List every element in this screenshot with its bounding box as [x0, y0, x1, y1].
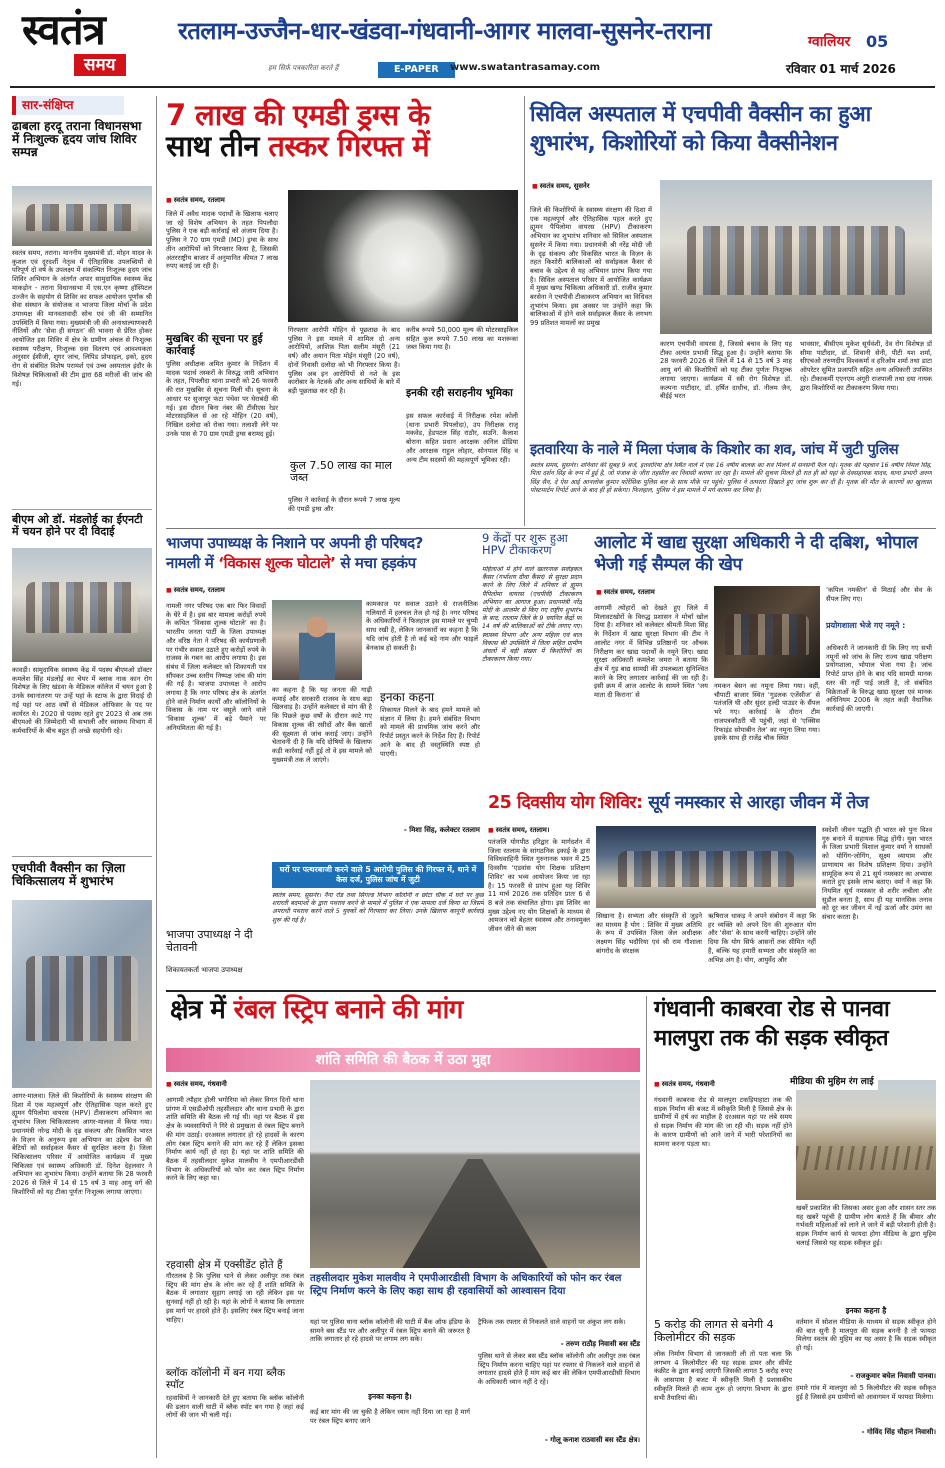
yoga-byline-text: ■ स्वतंत्र समय, रतलाम। [488, 826, 549, 834]
bjp-col2b: का कहना है कि यह जनता की गाढ़ी कमाई और सरकारी राजस्व के साथ बड़ा खिलवाड़ है। उन्होंने कलेक्टर से मांग की है कि पिछले कुछ वर्षों के दौरान काटे गए विकास शुल्क की रसीदों और बैंक खातों की सूक्ष्मता से जांच कराई जाए। उन्होंने चेतावनी दी है कि यदि दोषियों के खिलाफ कड़ी कार्रवाई नहीं हुई तो वे इस मामले को मुख्यमंत्री तक ले जाएंगे। [272, 686, 372, 764]
bjp-quote-sign: - मिशा सिंह, कलेक्टर रतलाम [403, 826, 480, 834]
gandhwani-sign-2: - राजकुमार बघेल निवासी पानवा। [850, 1372, 936, 1380]
alot-headline: आलोट में खाद्य सुरक्षा अधिकारी ने दी दबिश, भोपाल भेजी गई सैम्पल की खेप [594, 533, 918, 576]
sidebar-section-label: सार-संक्षिप्त [12, 96, 124, 115]
drugs-subhead-3: इनकी रही सराहनीय भूमिका [406, 387, 513, 399]
drugs-photo [288, 190, 518, 322]
drugs-col3: करीब रूपये 50,000 मूल्य की मोटरसाइकिल सहित कुल रूपये 7.50 लाख का मशरूका जब्त किया गया है। [406, 326, 518, 352]
rumble-divider [646, 996, 647, 1458]
bjp-col2: कामकाज पर सवाल उठाने से राजनीतिक गलियारों में हलचल तेज हो गई है। नगर परिषद के अधिकारियों ने फिलहाल इस मामले पर चुप्पी साध रखी है, लेकिन जानकारों का कहना है कि यदि जांच होती है तो कई बड़े नाम और फाइलें बेनकाब हो सकती है। [366, 600, 478, 652]
sidebar-body-2: कावड़ी। सामुदायिक स्वास्थ्य केंद्र में पदस्थ बीएमओ डॉक्टर कमलेश सिंह मंडलोई का चेयर में ब्लाक नाक कान रोग विशेषज्ञ के लिए खंडवा के मेडिकल कॉलेज में चयन हुआ है उनके स्थानांतरण पर उन्हें यहां के स्टाफ के द्वारा विदाई दी गई यहां पर आठ वर्षों से मेडिकल ऑफिसर के पद पर कार्यरत थे। 2020 से पदस्थ रहते हुए 2023 से अब तक बीएमओ की जिम्मेदारी भी सभाली और स्वास्थ्य विभाग में कर्मचारियों के बीच बहुत ही अच्छे सहयोगी रहे। [12, 666, 152, 735]
drugs-byline [166, 196, 286, 205]
logo-top-text: स्वतंत्र [22, 5, 105, 54]
itwariya-bottom-rule [166, 528, 936, 529]
hpv-susner-col2: कारण एचपीवी वायरस है, जिससे बचाव के लिए यह टीका अत्यंत प्रभावी सिद्ध हुआ है। उन्होंने बताया कि 28 फरवरी 2026 से जिले में 14 से 15 वर्ष 3 माह आयु वर्ग की किशोरियों को यह टीका पूर्णतः निःशुल्क लगाया जाएगा। कार्यक्रम में स्त्री रोग विशेषज्ञ डॉ. कल्पना पाटीदार, डॉ. हर्षित दाधीच, डॉ. नीलम जैन, बीईई भरत [660, 340, 792, 401]
alot-photo [714, 586, 820, 678]
rumble-subhead-1: रहवासी क्षेत्र में एक्सीडेंट होते हैं [166, 1259, 283, 1271]
hpv-susner-byline [532, 182, 589, 191]
itwariya-headline: इतवारिया के नाले में मिला पंजाब के किशोर का शव, जांच में जुटी पुलिस [530, 441, 899, 458]
masthead-rule [10, 86, 935, 88]
rumble-col2b: कई बार मांग की जा चुकी है लेकिन ध्यान नहीं दिया जा रहा है मार्ग पर रंबल स्ट्रिप बनाए जाने [310, 1408, 470, 1425]
hpv-centers-headline: 9 केंद्रों पर शुरू हुआ HPV टीकाकरण [482, 531, 568, 558]
rumble-photo-caption: तहसीलदार मुकेश मालवीय ने एमपीआरडीसी विभाग के अधिकारियों को फोन कर रंबल स्ट्रिप निर्माण करने के लिए कहा साथ ही रहवासियों को आश्वासन दिया [310, 1273, 622, 1297]
bjp-headline-part2c: से मचा हड़कंप [340, 553, 416, 572]
alot-col3: ‘कपिल नमकीन’ से मिठाई और सेव के सैंपल लिए गए। [826, 586, 932, 603]
gandhwani-col1: गंधवानी काबरवा रोड से मालपुरा टकड़ियाहाटा तक की सड़क निर्माण की बजट में स्वीकृति मिली है जिससे क्षेत्र के ग्रामीणों में हर्ष का माहौल है दरअसल यहां पर लंबे समय से सड़क निर्माण की मांग की जा रही थी। सड़क नहीं होने के कारण ग्रामीणों को आने जाने में भारी परेशानियों का सामना करना पड़ता था। [654, 1096, 792, 1148]
hpv-susner-byline-text: ■ स्वतंत्र समय, सुसनेर [532, 182, 589, 190]
yoga-headline [488, 794, 932, 813]
alot-col3b: अधिकारी ने जानकारी दी कि लिए गए सभी नमूनों को जांच के लिए राज्य खाद्य परीक्षण प्रयोगशाला, भोपाल भेजा गया है। जांच रिपोर्ट प्राप्त होने के बाद यदि सामग्री मानक स्तर की नहीं पाई जाती है, तो संबंधित विक्रेताओं के विरुद्ध खाद्य सुरक्षा एवं मानक अधिनियम 2006 के तहत कड़ी वैधानिक कार्रवाई की जाएगी। [826, 644, 932, 713]
gandhwani-col2d: हमारे गांव में मालपुरा को 5 किलोमीटर की सड़क स्वीकृत हुई है जिससे हम ग्रामीणों को आवागमन में फायदा मिलेगा। [796, 1384, 936, 1401]
yoga-headline-part2: सूर्य नमस्कार से आरहा जीवन में तेज [648, 793, 869, 813]
rumble-subhead-bar: शांति समिति की बैठक में उठा मुद्दा [166, 1048, 640, 1072]
rumble-col3b: पुलिस थाने से लेकर बस स्टैंड ब्लॉक कॉलोनी और अलीपुर तक रंबल स्ट्रिप निर्माण करना चाहिए यहां पर रफ्तार से निकलने वाले वाहनों से लगातार हादसे होते हैं मांग कई बार की लेकिन एमपीआरडीसी विभाग के अधिकारी ध्यान नहीं दे रहे। [478, 1352, 640, 1387]
sidebar-photo-3 [12, 900, 152, 1088]
drugs-headline-line1: 7 लाख की एमडी ड्रग्स के [166, 98, 430, 132]
rumble-headline-part2: रंबल स्ट्रिप बनाने की मांग [233, 995, 463, 1025]
drugs-headline-part2b: तस्कर गिरफ्त में [268, 129, 430, 164]
page-number: 05 [866, 32, 889, 51]
rumble-photo [310, 1080, 640, 1268]
tagline: हम सिर्फ़ पत्रकारिता करते हैं [268, 64, 339, 72]
yoga-col3: ऋषिराज धाकड़ ने अपने संबोधन में कहा कि हर व्यक्ति को अपने दिन की शुरुआत योग और ‘सेवा’ के साथ करनी चाहिए। उन्होंने जोर दिया कि योग सिर्फ आसनों तक सीमित नहीं है, बल्कि यह हमारी सभ्यता और संस्कृति का अभिन्न अंग है। योग, आयुर्वेद और [708, 912, 816, 964]
sidebar-headline-2: बीएम ओ डॉ. मंडलोई का ईएनटी में चयन होने पर दी विदाई [12, 513, 143, 538]
yoga-col2: सिखाना है। सभ्यता और संस्कृति से जुड़ने का माध्यम है योग : शिविर में मुख्य अतिथि के रूप में उपस्थित जिला जेल अधीक्षक लक्ष्मण सिंह भदौरिया एवं श्री राम गौशाला बांगरोद के संरक्षक [596, 912, 702, 955]
rumble-subhead-2: ब्लॉक कॉलोनी में बन गया ब्लैक स्पॉट [166, 1367, 286, 1392]
bjp-byline [166, 586, 225, 595]
rumble-col2: यहां पर पुलिस थाना ब्लॉक कॉलोनी की घाटी में बैंक ऑफ इंडिया के सामने बस स्टैंड पर और अलीपुर में रंबल स्ट्रिप बनाने की जरूरत है ताकि लगातार हो रहे हादसे पर लगाम लग सके। [310, 1318, 470, 1344]
gandhwani-sign-2b: - गोविंद सिंह चौहान निवासी। [861, 1428, 936, 1436]
drugs-photo-caption: कुल 7.50 लाख का माल जब्त [290, 459, 392, 484]
sidebar-divider-2 [12, 856, 152, 857]
drugs-col3b: इस सफल कार्रवाई में निरीक्षक रमेश कोली (थाना प्रभारी पिपलोदा), उप निरीक्षक राजू मकवेड, हेडपटल सिंह राठौर, सउनि. कैलाश बोराना सहित प्रधान आरक्षक अनिल डोडिया और आरक्षक राहुल लोहार, सोनपाल सिंह व अन्य टीम सदस्यों की महत्वपूर्ण भूमिका रही। [406, 412, 518, 464]
sidebar-headline-3: एचपीवी वैक्सीन का ज़िला चिकित्सालय में शुभारंभ [12, 861, 126, 888]
rumble-sign-3b: - गोलू कनाश राठवासी बस स्टैंड क्षेत्र। [544, 1436, 640, 1444]
bjp-subhead-1: भाजपा उपाध्यक्ष ने दी चेतावनी [166, 928, 253, 954]
sidebar-photo-1 [12, 186, 152, 246]
rumble-col1: आगामी त्यौहार होली भगोरिया को लेकर विगत दिनों थाना प्रांगण में एसडीओपी तहसीलदार और थाना प्रभारी के द्वारा शांति समिति की बैठक ली गई थी। वहां पर बैठक में इस क्षेत्र के व्यवसायियों ने गिरे से प्रमुखता से रंबल स्ट्रिप बनाने की मांग उठाई। दरअसल लगातार हो रहे हादसों के कारण लोग रंबल स्ट्रिप बनाने की मांग कर रहे हैं लेकिन इसका निर्माण कार्य नहीं हो रहा है। यहां पर शांति समिति की बैठक में तहसीलदार मुकेश मालवीय ने एमपीआरडीसी विभाग के अधिकारियों को फोन कर रंबल स्ट्रिप निर्माण करने के लिए कहा था। [166, 1096, 304, 1183]
yoga-headline-part1: 25 दिवसीय योग शिविर: [488, 793, 643, 813]
hpv-centers-body: महिलाओं में होने वाले खतरनाक सर्वाइकल कैंसर (गर्भाशय ग्रीवा कैंसर) से सुरक्षा प्रदान करने के लिए जिले में शनिवार से ह्यूमन पैपिलोमा वायरस (एचपीवी) टीकाकरण अभियान का आगाज हुआ। प्रधानमंत्री नरेंद्र मोदी के आजमेर से किए गए राष्ट्रीय शुभारंभ के बाद, रतलाम जिले के 9 चयनित केंद्रों पर 14 वर्ष की बालिकाओं को टीके लगाए गए। स्वास्थ्य विभाग और अन्य महिला एवं बाल विकास की उपस्थिति में जिला सहित ग्रामीण अंचलों में बड़ी संख्या में किशोरियों का टीकाकरण किया गया। [482, 566, 582, 664]
drugs-byline-text: ■ स्वतंत्र समय, रतलाम [166, 196, 225, 204]
rumble-byline-text: ■ स्वतंत्र समय, गंधवानी [166, 1080, 227, 1088]
gandhwani-col2b: खबरें प्रकाशित की जिसका असर हुआ और शासन स्तर तक यह खबरें पहुंची है ग्रामीण लोग बताते हैं कि बीमार और गर्भवती महिलाओं को लाने ले जाने में बड़ी परेशानी होती है। सड़क निर्माण कार्य से फायदा होगा मीडिया के द्वारा मुहिम चलाई जिससे यह सड़क स्वीकृत हुई। [796, 1204, 936, 1247]
yoga-col1: पतंजलि योगपीठ हरिद्वार के मार्गदर्शन में जिला रतलाम के सांगठनिक इकाई के द्वारा विविधवाहिनी स्थित गुरुनानक भवन में 25 दिवसीय ‘एडवांस योग शिक्षक प्रशिक्षण शिविर’ का भव्य आयोजन किया जा रहा है। 15 फरवरी से प्रारंभ हुआ यह शिविर 11 मार्च 2026 तक प्रतिदिन प्रातः 6 से 8 बजे तक संचालित होगा। इस शिविर का मुख्य उद्देश्य नए योग शिक्षकों के माध्यम से आमजन को बेहतर स्वास्थ्य और तनावमुक्त जीवन जीने की कला [488, 838, 590, 934]
gandhwani-headline [654, 996, 936, 1053]
edition-date: रविवार 01 मार्च 2026 [786, 62, 896, 76]
hpv-susner-headline-line2: शुभारंभ, किशोरियों को किया वैक्सीनेशन [530, 131, 838, 157]
rumble-col3: ट्रैफिक तक रफ्तार से निकलते वाले वाहनों पर अंकुश लग सके। [478, 1318, 626, 1326]
rumble-byline [166, 1080, 227, 1089]
rumble-subhead-3: इनका कहना है। [368, 1392, 412, 1401]
hpv-susner-photo [660, 180, 932, 334]
gandhwani-subhead-2: इनका कहना है [845, 1306, 887, 1315]
bjp-headline-line2 [166, 554, 476, 574]
cities-banner: रतलाम-उज्जैन-धार-खंडवा-गंधवानी-आगर मालवा-सुसनेर-तराना [178, 17, 711, 45]
bjp-headline-part2a: नामली में [166, 553, 214, 572]
bjp-headline-line1: भाजपा उपाध्यक्ष के निशाने पर अपनी ही परिषद? [166, 534, 423, 552]
alot-col1: आगामी त्योहारों को देखते हुए जिले में मिलावटखोरों के विरुद्ध प्रशासन ने मोर्चा खोल दिया है। शनिवार को कलेक्टर श्रीमती मिशा सिंह के निर्देशन में खाद्य सुरक्षा विभाग की टीम ने आलोट नगर में विभिन्न प्रतिष्ठानों पर औचक निरीक्षण कर खाद्य पदार्थों के नमूने लिए। खाद्य सुरक्षा अधिकारी कमलेश जमरा ने बताया कि क्षेत्र में गुड़ बाद्य सामग्री की उपलब्धता सुनिश्चित करने के लिए लगातार कार्रवाई की जा रही है। इसी क्रम में आज आलोट के सामने स्थित ‘जय माता दी किराना’ से [594, 604, 708, 700]
alot-byline [596, 588, 655, 597]
bjp-photo [272, 600, 362, 680]
logo [22, 5, 172, 80]
yoga-col4: स्वदेशी जीवन पद्धति ही भारत को पुनः विश्व गुरु बनाने में सहायक सिद्ध होंगी। युवा भारत के जिला प्रभारी विशाल कुमार वर्मा ने साधकों को योगिंग-जोगिंग, सूक्ष्म व्यायाम और प्राणायाम का विशेष प्रशिक्षण दिया। उन्होंने सामूहिक रूप से 21 सूर्य नमस्कार का अभ्यास कराते हुए इसके लाभ बताए। वर्मा ने कहा कि नियमित सूर्य नमस्कार से शरीर लचीला और सुडौल बनता है, साथ ही यह मानसिक तनाव को दूर कर जीवन में नई ऊर्जा और उमंग का संचार करता है। [822, 826, 932, 922]
website-link[interactable]: www.swatantrasamay.com [450, 62, 601, 73]
rumble-col1b: गौरतलब है कि पुलिस थाने से लेकर अलीपुर तक रंबल स्ट्रिप की मांग क्षेत्र के लोग कर रहे हैं शांति समिति के बैठक में लगातार सुहाग लगाई जा रही लेकिन इस पर सुनवाई नहीं हो रही है। यहां के लोगों ने बताया कि लगातार इस मार्ग पर हादसे होते हैं। इसलिए रंबल स्ट्रिप बनाई जाना चाहिए। [166, 1272, 304, 1324]
bjp-photo-caption: शिकायतकर्ता भाजपा उपाध्यक्ष [166, 966, 243, 974]
logo-bottom-text: समय [74, 54, 126, 76]
drugs-col1b: पुलिस अधीक्षक अमित कुमार के निर्देशन में मादक पदार्थ तस्करों के विरुद्ध जारी अभियान के तहत, पिपलौदा थाना प्रभारी को 26 फरवरी की रात मुखबिर से सूचना मिली थी। सूचना के आधार पर सुजापुर फंटा पंथेवा पर घेराबंदी की गई। इस दौरान बिना नंबर की टीवीएस रेडर मोटरसाइकिल से आ रहे मोहिन (20 वर्ष), निखिल दलोदा को रोका गया। तलाशी लेने पर उनके पास से 70 ग्राम एमडी ड्रग्स बरामद हुई। [166, 360, 278, 438]
sidebar-body-3: आगर-मालवा। ज़िले की किशोरियों के स्वास्थ्य संरक्षण की दिशा में एक महत्वपूर्ण और ऐतिहासिक पहल करते हुए ह्यूमन पैपिलोमा वायरस (HPV) टीकाकरण अभियान का शुभारंभ जिला चिकित्सालय आगर-मालवा में किया गया। प्रधानमंत्री नरेन्द्र मोदी के दृढ़ संकल्प और विकसित भारत के विज़न के अनुरूप इस अभियान का उद्देश्य देश की बेटियों को सर्वाइकल कैंसर से सुरक्षित करना है। जिला चिकित्सालय परिसर में आयोजित कार्यक्रम में मुख्य चिकित्सा एवं स्वास्थ्य अधिकारी डॉ. दिनेश देहलवार ने अभियान का शुभारंभ किया। उन्होंने बताया कि 28 फरवरी 2026 से जिले में 14 से 15 वर्ष 3 माह आयु वर्ग की किशोरियों को यह टीका पूर्णतः निःशुल्क लगाया जाएगा। [12, 1092, 152, 1196]
bjp-headline-part2b: ‘विकास शुल्क घोटाले’ [218, 553, 336, 572]
yoga-bottom-rule [166, 990, 936, 992]
hpv-susner-col1: जिले की किशोरियों के स्वास्थ्य संरक्षण की दिशा में एक महत्वपूर्ण और ऐतिहासिक पहल करते हुए ह्यूमन पैपिलोमा वायरस (HPV) टीकाकरण अभियान का शुभारंभ शनिवार को सिविल अस्पताल सुसनेर में किया गया। प्रधानमंत्री श्री नरेंद्र मोदी जी के दृढ़ संकल्प और विकसित भारत के विज़न के तहत किशोरी बालिकाओं को सर्वाइकल कैंसर से बचाव के उद्देश्य से यह अभियान प्रारंभ किया गया है। सिविल अस्पताल परिसर में आयोजित कार्यक्रम में मुख्य खण्ड चिकित्सा अधिकारी डॉ. राजीव कुमार बरसेना ने एचपीवी टीकाकरण अभियान का विधिवत शुभारंभ किया। इस अवसर पर उन्होंने कहा कि बालिकाओं में होने वाले सर्वाइकल कैंसर के लगभग 99 प्रतिशत मामलों का प्रमुख [530, 206, 652, 328]
rumble-headline [170, 996, 640, 1024]
yoga-photo [596, 826, 816, 908]
hpv-susner-headline-line1: सिविल अस्पताल में एचपीवी वैक्सीन का हुआ [530, 102, 871, 127]
gandhwani-subhead-1: 5 करोड़ की लागत से बनेगी 4 किलोमीटर की सड़क [654, 1318, 774, 1344]
gandhwani-col1b: लोक निर्माण विभाग से जानकारी ली तो पता चला कि लगभग 4 किलोमीटर की यह सड़क डामर और सीमेंट कंक्रीट के द्वारा बनाई जाएगी जिसकी लागत 5 करोड़ रुपए के आसपास है बजट में स्वीकृति मिली है प्रशासकीय स्वीकृति मिलते ही काम शुरू हो जाएगा विभाग के द्वारा सभी तैयारियां की। [654, 1350, 792, 1402]
drugs-divider [524, 96, 525, 526]
sidebar-photo-2 [12, 548, 152, 662]
drugs-headline-line2 [166, 131, 521, 162]
gandhwani-col2c: वर्तमान में सोशल मीडिया के माध्यम से सड़क स्वीकृत होने की बात सुनी है मालपुरा की सड़क बननी है तो फायदा मिलेगा स्वतंत्र की मुहिम का यह असर है कि सड़क स्वीकृत हो गई। [796, 1318, 936, 1353]
hpv-susner-col3: भावसार, बीसीएम मुकेश सूर्यवंशी, देव रोग विशेषज्ञ डॉ सीमा पाटीदार, डॉ. शिवानी सेनी, पीटी यश शर्मा, सीएचओ तरुणदीप विश्वकर्मा व हरिओम शर्मा तथा डाटा ऑपरेटर सुमित प्रजापति सहित अन्य अधिकारी उपस्थित रहे। टीकाकर्मी एएनएम अंगूरी राजपाली तथा दया नायक द्वारा किशोरियों का टीकाकरण किया गया। [800, 340, 932, 392]
itwariya-body: स्वतंत्र समय, सुसनेर। शनिवार की सुबह 9 बजे, इतवारिया क्षेत्र स्थित नाले में एक 16 वर्षीय बालक का शव मिलने से सनसनी फैल गई। मृतक की पहचान 16 वर्षीय निमल सिंह, पिता दर्शन सिंह के रूप में हुई है, जो पंजाब के जीरा तहसील का निवासी बताया जा रहा है। मामले की सूचना मिलते ही रात ही को यहां के देवसहायक यादव, थाना प्रभारी अरुण सिंह सैन, दे ऐस आई आनलोक कुमार फोरेंसिक पुलिस बल के साथ मौके पर पहुंचे। पुलिस ने तत्परता दिखाते हुए जांच शुरू कर दी है। मृतक की मौत के कारणों का खुलासा पोस्टमार्टम रिपोर्ट आने के बाद ही हो सकेगा। फिलहाल, पुलिस ने इस मामले में मर्ग कायम कर लिया है। [530, 462, 932, 494]
yoga-byline [488, 826, 549, 835]
sidebar-divider-vertical [156, 96, 157, 1458]
gandhwani-photo-caption: मीडिया की मुहिम रंग लाई [786, 1076, 878, 1090]
rumble-sign-3: - तरुण राठौड़ निवासी बस स्टैंड [560, 1340, 640, 1348]
stone-pelting-banner: घरों पर पत्थरबाजी करने वाले 5 आरोपी पुलिस की गिरफ्त में, थाने में केस दर्ज, पुलिस जांच में जुटी [272, 862, 484, 888]
bjp-col1: नामली नगर परिषद एक बार फिर विवादों के घेरे में है। इस बार मामला करोड़ों रुपये के कथित ‘विकास शुल्क घोटाले’ का है। भारतीय जनता पार्टी के जिला उपाध्यक्ष और वरिष्ठ नेता ने परिषद की कार्यप्रणाली पर गंभीर सवाल उठाते हुए करोड़ों रुपये के राजस्व के गबन का आरोप लगाया है। इस संबंध में जिला कलेक्टर को शिकायती पत्र सौंपकर उच्च स्तरीय निष्पक्ष जांच की मांग की गई है। भाजपा उपाध्यक्ष ने आरोप लगाया है कि नगर परिषद क्षेत्र के अंतर्गत होने वाले निर्माण कार्यों और कॉलोनियों के विकास के नाम पर वसूले जाने वाले ‘विकास शुल्क’ में बड़े पैमाने पर अनियमितता की गई है। [166, 602, 266, 732]
rumble-col1c: रहवासियों ने जानकारी देते हुए बताया कि ब्लॉक कॉलोनी की ढलान वाली घाटी में ब्लैक स्पॉट बन गया है जहां कई लोगों की जान भी चली गई। [166, 1394, 304, 1420]
gandhwani-headline-line1: गंधवानी काबरवा रोड से पानवा [654, 997, 890, 1022]
bjp-headline [166, 534, 476, 573]
masthead [0, 0, 945, 92]
epaper-badge[interactable]: E-PAPER [378, 62, 455, 78]
bjp-byline-text: ■ स्वतंत्र समय, रतलाम [166, 586, 225, 594]
rumble-headline-part1: क्षेत्र में [170, 995, 226, 1025]
drugs-col2: गिरफ्तार आरोपी मोहिन से पूछताछ के बाद पुलिस ने इस मामले में शामिल दो अन्य आरोपियों, आशिफ़ पिता सलीम मंसूरी (21 वर्ष) और अयान पिता मोईन मंसूरी (20 वर्ष), दोनों निवासी दलोदा को भी गिरफ्तार किया है। पुलिस अब इन आरोपियों से नशे के इस कारोबार के नेटवर्क और अन्य साथियों के बारे में बड़ी पूछताछ कर रही है। [288, 326, 400, 395]
bjp-quote: शिकायत मिलने के बाद हमने मामले को संज्ञान में लिया है। हमने संबंधित विभाग को मामले की प्राथमिक जांच करने और रिपोर्ट प्रस्तुत करने के निर्देश दिए हैं। रिपोर्ट आने के बाद ही वस्तुस्थिति स्पष्ट हो पाएगी। [380, 706, 480, 758]
sidebar-headline-1: ढाबला हरदू तराना विधानसभा में निःशुल्क हृदय जांच शिविर सम्पन्न [12, 119, 142, 159]
sidebar-divider-1 [12, 509, 152, 510]
alot-col2: नमकन बेसन का नमूना लिया गया। वहीं, चौपाटी बाजार स्थित ‘गुडलक एजेंसीज’ से पतंजलि घी और सुंदर हल्दी पाउडर के सैंपल भरे गए। कार्रवाई के दौरान टीम राजपत्रकौठरी भी पहुंची, जहां से ‘एक्सिस रिफाइंड सोयाबीन तेल’ का नमूना लिया गया। इसके साथ ही राजेंद्र चौक स्थित [714, 682, 820, 743]
drugs-col1: जिले में अवैध मादक पदार्थों के खिलाफ चलाए जा रहे विशेष अभियान के तहत पिपलौदा पुलिस ने एक बड़ी कार्रवाई को अंजाम दिया है। पुलिस ने 70 ग्राम एमडी (MD) ड्रग्स के साथ तीन आरोपियों को गिरफ्तार किया है, जिसकी अंतरराष्ट्रीय बाजार में अनुमानित कीमत 7 लाख रुपए बताई जा रही है। [166, 210, 278, 271]
gandhwani-byline [654, 1080, 715, 1089]
alot-byline-text: ■ स्वतंत्र समय, रतलाम [596, 588, 655, 596]
drugs-col2b: पुलिस ने कार्रवाई के दौरान रूपये 7 लाख मूल्य की एमडी ड्रग्स और [288, 496, 400, 513]
gandhwani-photo [796, 1080, 936, 1200]
drugs-headline-part2a: साथ तीन [166, 129, 259, 164]
gandhwani-headline-line2: मालपुरा तक की सड़क स्वीकृत [654, 1025, 889, 1051]
sidebar-body-1: स्वतंत्र समय, तराना। माननीय मुख्यमंत्री डॉ. मोहन यादव के कुशल एवं दूरदर्शी नेतृत्व में ऐतिहासिक उपलब्धियों से परिपूर्ण दो वर्ष के उपलक्ष्य में संकल्पित निःशुल्क हृदय जांच शिविर अभियान के अंतर्गत अपार सामुदायिक स्वास्थ्य केंद्र माकड़ोन - तराना विधानसभा में एस.एन कृष्णा हॉस्पिटल उज्जैन के सहयोग से शिविर का सफल आयोजन पूर्णांक श्री सेवा संस्थान के संयोजक व भाजपा जिला मोर्चा के प्रदेश उपाध्यक्ष की मानवतावादी सोच एवं जी की सम्मानित उपस्थिति में किया गया। मुख्यमंत्री जी की अनाथाल्याणकारी नीतियों और ‘सेवा ही संगठन’ की भावना से प्रेरित होकर आयोजित इस शिविर में क्षेत्र के ग्रामीण अंचल से निःशुल्क स्वास्थ्य परीक्षण, निःशुल्क दवा वितरण एवं आवश्यकता अनुसार ईसीजी, शुगर जांच, लिपिड प्रोफाइल, इको, हृदय रोग से संबंधित विशेष परामर्श एवं उच्च अस्पताल इंदौर के विशेषज्ञ चिकित्सकों की टीम द्वारा 68 मरीजों की जांच की गई। [12, 249, 152, 388]
drugs-subhead-1: मुखबिर की सूचना पर हुई कार्रवाई [166, 333, 263, 358]
alot-subhead-3: प्रयोगशाला भेजे गए नमूने : [826, 621, 906, 630]
bjp-subhead-2: इनका कहना [380, 690, 435, 704]
stone-pelting-body: स्वतंत्र समय, सुसनेर। नैना रोड तथा सिंगल्ड विभाग कॉलोनी व छोटा चौक में घरों पर कुछ शरारती बदमाशों के द्वारा पथराव करने के मामले में पुलिस ने एक मामला दर्ज किया था जिसमें अपराधी पथराव करने वाले 5 युवकों को गिरफ्तार कर लिया। उनके खिलाफ कानूनी कार्रवाई शुरू की गई है। [272, 892, 484, 924]
hpv-susner-headline [530, 100, 930, 158]
drugs-headline [166, 100, 521, 163]
edition-label: ग्वालियर [808, 34, 851, 50]
gandhwani-byline-text: ■ स्वतंत्र समय, गंधवानी [654, 1080, 715, 1088]
